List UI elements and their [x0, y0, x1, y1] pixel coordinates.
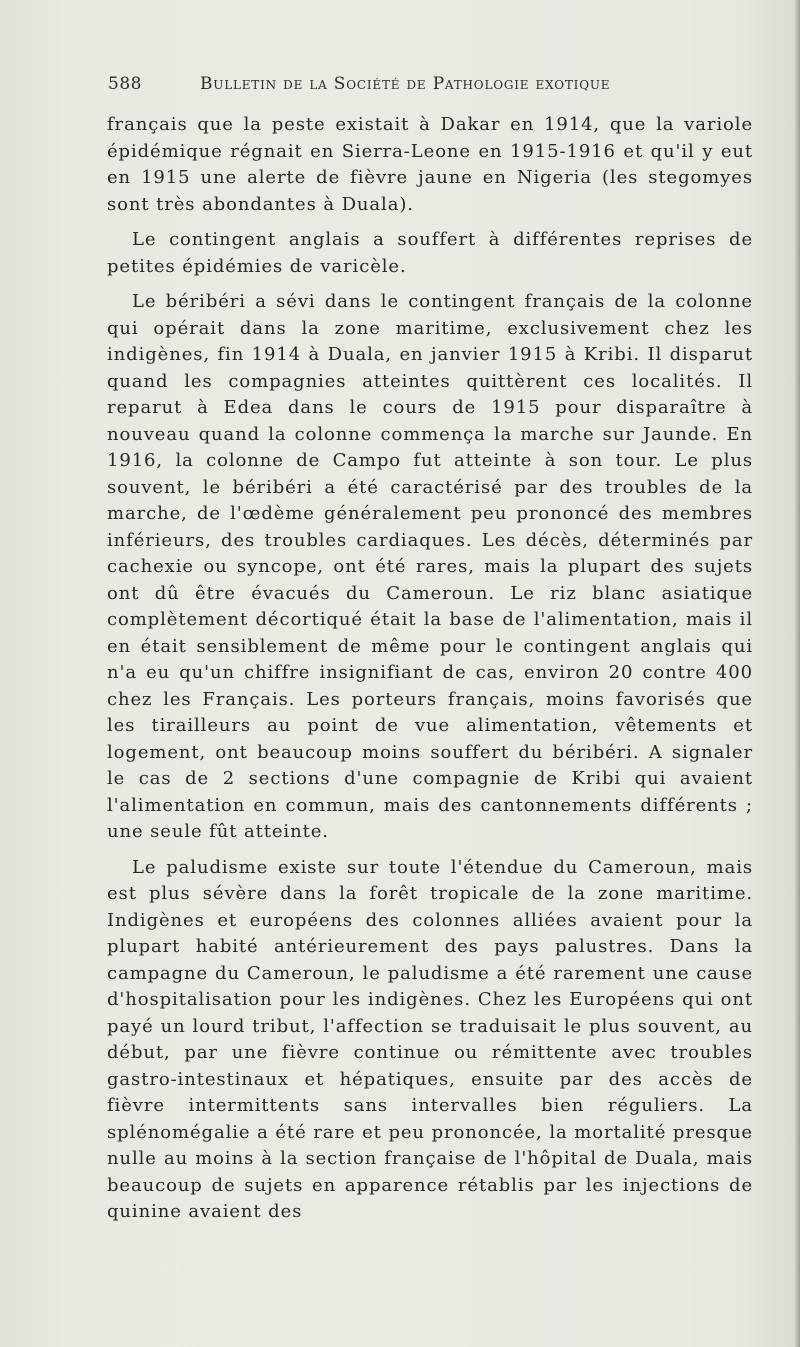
paragraph-beriberi: Le béribéri a sévi dans le contingent français de la colonne qui opérait dans la zone maritime, exclusivement chez les indigènes, fin 1914 à Duala, en janvier 1915 à Kribi. Il disparut quand les compagnies atteintes quittèrent ces localités. Il reparut à Edea dans le cours de 1915 pour disparaître à nouveau quand la colonne commença la marche sur Jaunde. En 1916, la colonne de Campo fut atteinte à son tour. Le plus souvent, le béribéri a été caractérisé par des troubles de la marche, de l'œdème généralement peu prononcé des membres inférieurs, des troubles cardiaques. Les décès, déterminés par cachexie ou syncope, ont été rares, mais la plupart des sujets ont dû être évacués du Cameroun. Le riz blanc asiatique complètement décortiqué était la base de l'alimentation, mais il en était sensiblement de même pour le contingent anglais qui n'a eu qu'un chiffre insignifiant de cas, environ 20 contre 400 chez les Français. Les porteurs français, moins favorisés que les tirailleurs au point de vue alimentation, vêtements et logement, ont beaucoup moins souffert du béribéri. A signaler le cas de 2 sections d'une compagnie de Kribi qui avaient l'alimentation en commun, mais des cantonnements différents ; une seule fût atteinte.: [107, 291, 753, 842]
page-number: 588: [108, 74, 142, 94]
journal-title: Bulletin de la Société de Pathologie exotique: [200, 74, 611, 94]
body-text: [107, 112, 753, 1235]
paragraph-continued: français que la peste existait à Dakar en 1914, que la variole épidémique régnait en Sierra-Leone en 1915-1916 et qu'il y eut en 1915 une alerte de fièvre jaune en Nigeria (les stegomyes sont très abondantes à Duala).: [107, 114, 753, 215]
running-header: [108, 70, 748, 98]
page-edge-shadow: [794, 0, 800, 1347]
paragraph-paludisme: Le paludisme existe sur toute l'étendue du Cameroun, mais est plus sévère dans la forêt tropicale de la zone maritime. Indigènes et européens des colonnes alliées avaient pour la plupart habité antérieurement des pays palustres. Dans la campagne du Cameroun, le paludisme a été rarement une cause d'hospitalisation pour les indigènes. Chez les Européens qui ont payé un lourd tribut, l'affection se traduisait le plus souvent, au début, par une fièvre continue ou rémittente avec troubles gastro-intestinaux et hépatiques, ensuite par des accès de fièvre intermittents sans intervalles bien réguliers. La splénomégalie a été rare et peu prononcée, la mortalité presque nulle au moins à la section française de l'hôpital de Duala, mais beaucoup de sujets en apparence rétablis par les injections de quinine avaient des: [107, 856, 753, 1222]
paragraph-varicelle: Le contingent anglais a souffert à différentes reprises de petites épidémies de varicèle.: [107, 229, 753, 277]
